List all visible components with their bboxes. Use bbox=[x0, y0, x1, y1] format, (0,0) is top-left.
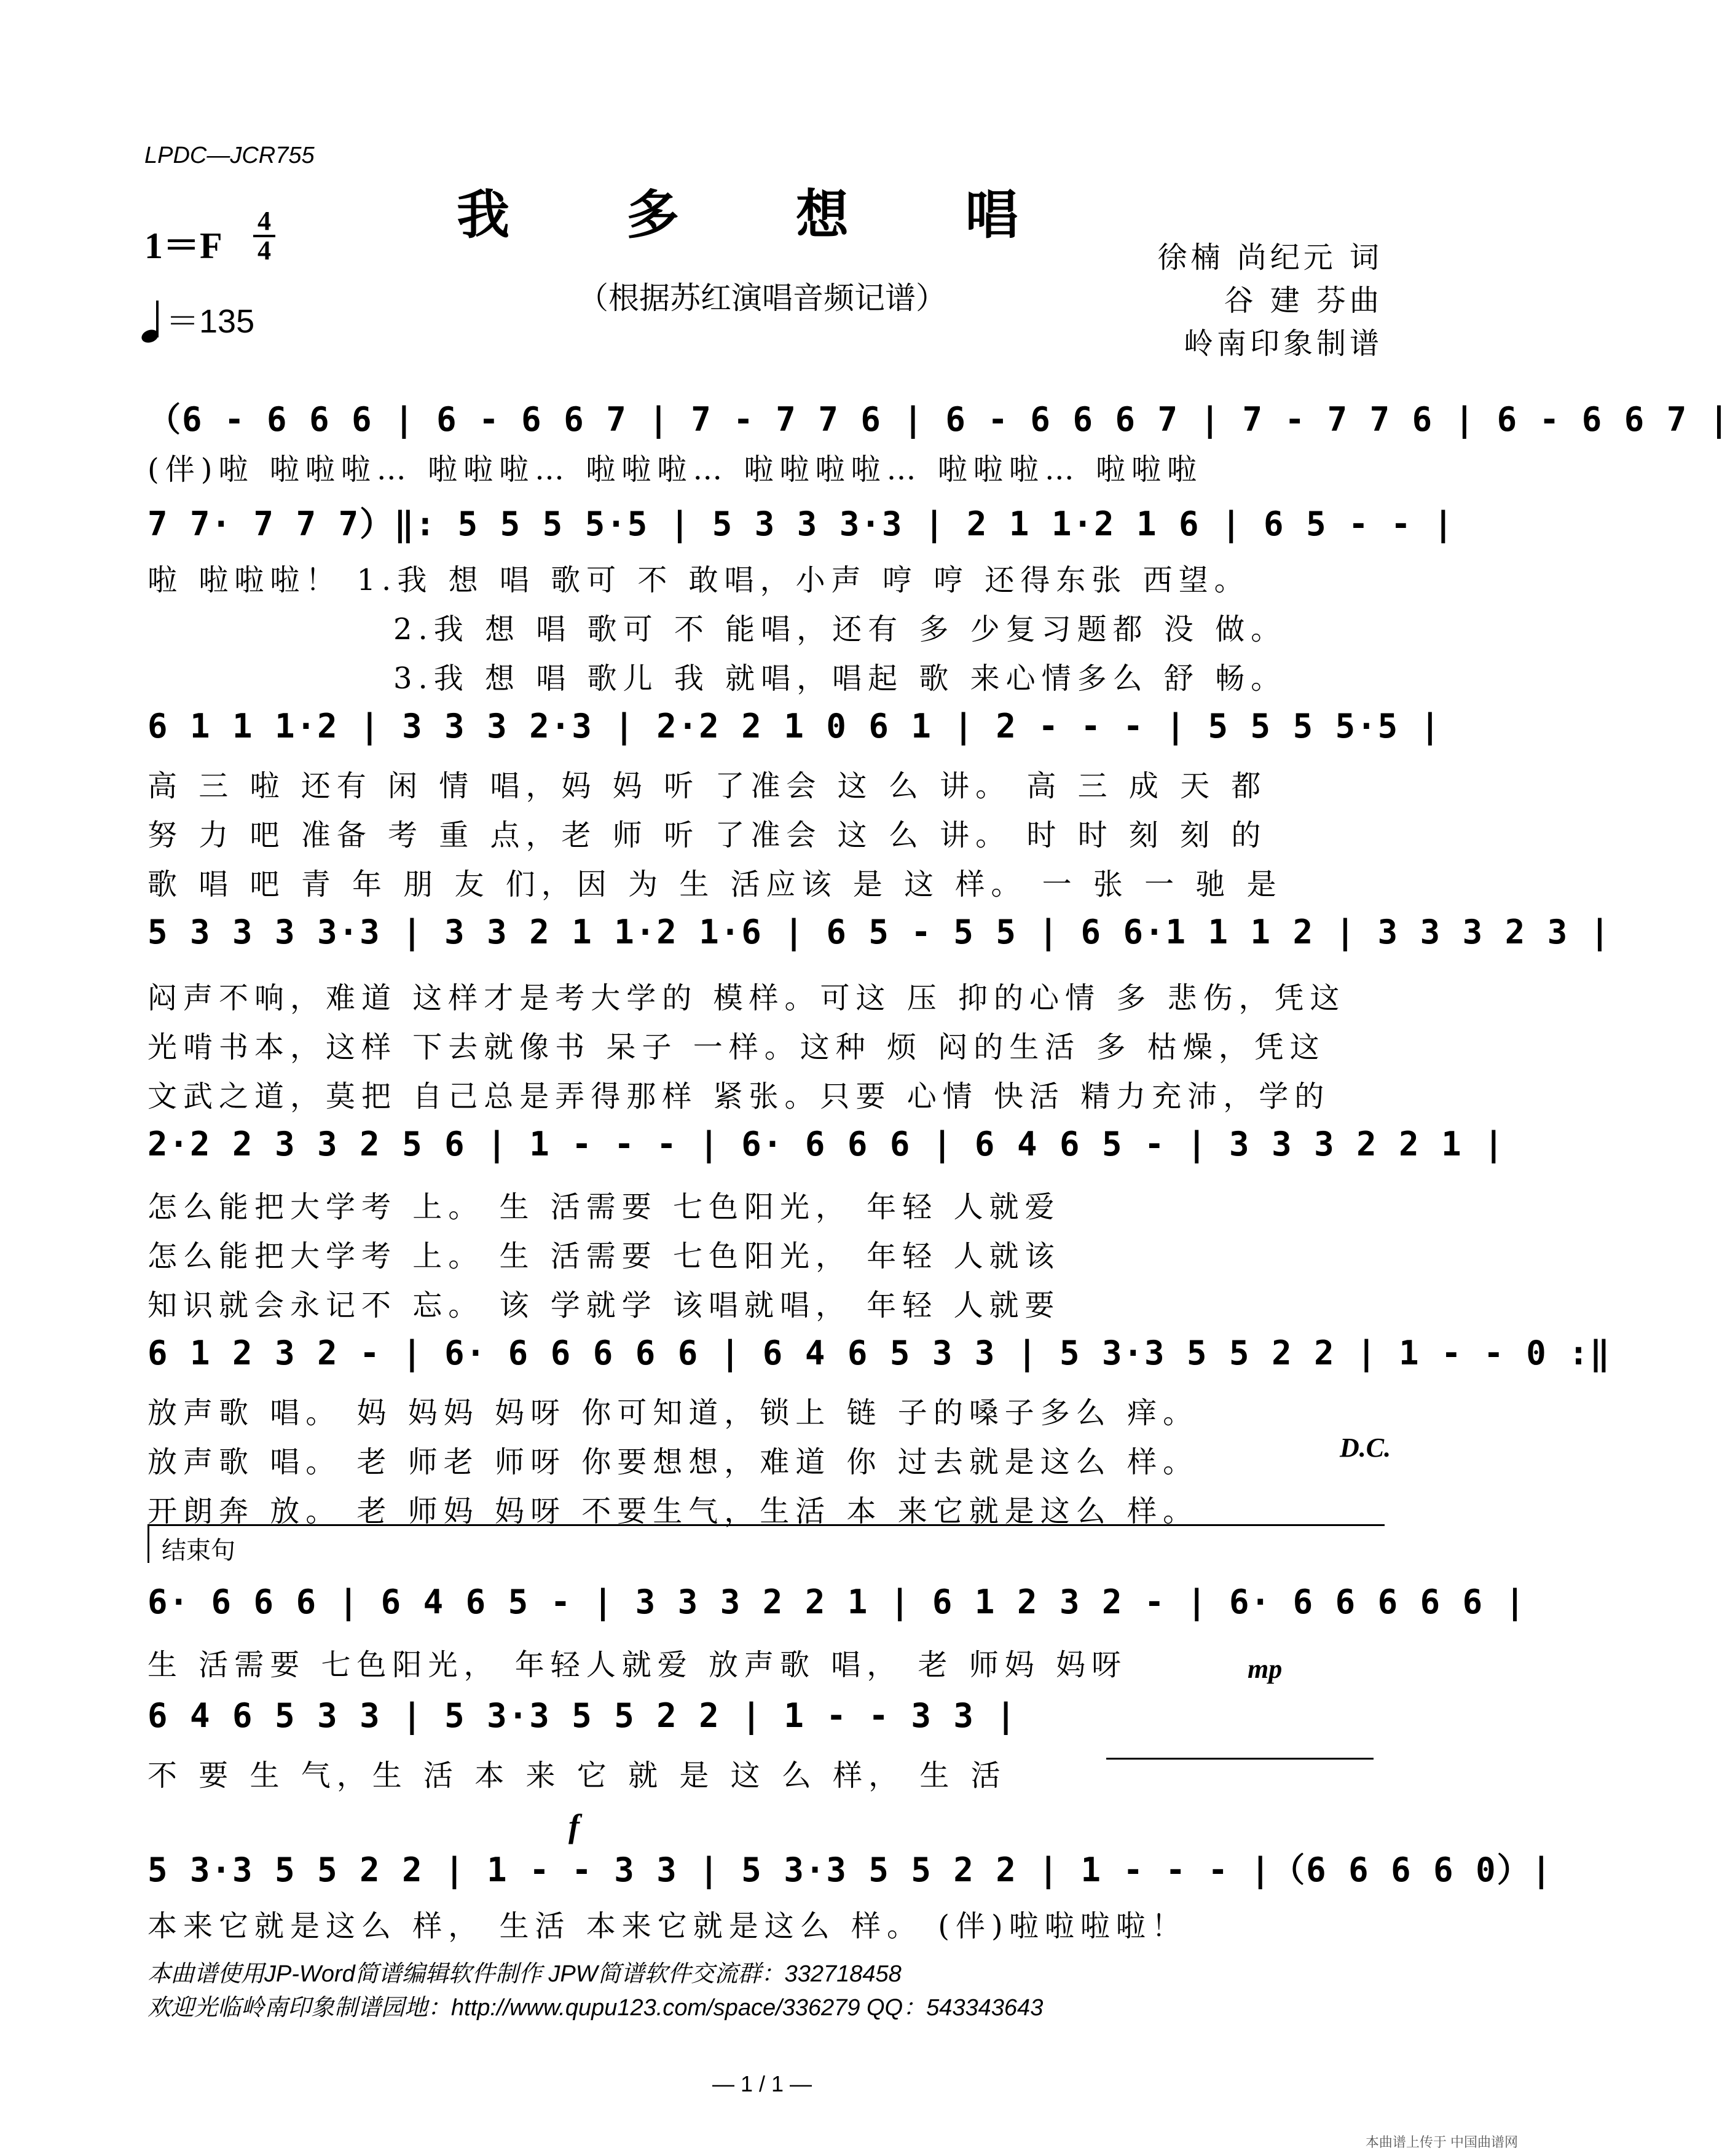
score-line: 6 1 1 1·2 | 3 3 3 2·3 | 2·2 2 1 0 6 1 | 2 - - - | 5 5 5 5·5 | bbox=[147, 707, 1442, 746]
lyric-line: 啦 啦啦啦！ 1.我 想 唱 歌可 不 敢唱，小声 哼 哼 还得东张 西望。 bbox=[147, 563, 1250, 597]
dynamic-f: f bbox=[568, 1808, 580, 1844]
time-signature-denominator: 4 bbox=[258, 235, 271, 266]
score-line: 5 3·3 5 5 2 2 | 1 - - 3 3 | 5 3·3 5 5 2 2 | 1 - - - |（6 6 6 6 0）| bbox=[147, 1851, 1553, 1889]
volta-line bbox=[1106, 1758, 1374, 1760]
footer-line-1: 本曲谱使用JP-Word简谱编辑软件制作 JPW简谱软件交流群：332718458 bbox=[147, 1961, 902, 1987]
tempo-value: ＝135 bbox=[166, 303, 255, 340]
score-line: 7 7· 7 7 7）‖: 5 5 5 5·5 | 5 3 3 3·3 | 2 1 1·2 1 6 | 6 5 - - | bbox=[147, 505, 1455, 543]
score-line: 6· 6 6 6 | 6 4 6 5 - | 3 3 3 2 2 1 | 6 1 2 3 2 - | 6· 6 6 6 6 6 | bbox=[147, 1583, 1527, 1621]
score-line: 5 3 3 3 3·3 | 3 3 2 1 1·2 1·6 | 6 5 - 5 5 | 6 6·1 1 1 2 | 3 3 3 2 3 | bbox=[147, 913, 1611, 951]
lyric-line: 不 要 生 气，生 活 本 来 它 就 是 这 么 样， 生 活 bbox=[147, 1758, 1007, 1793]
time-signature-numerator: 4 bbox=[258, 206, 271, 236]
lyric-line: 闷声不响，难道 这样才是考大学的 模样。可这 压 抑的心情 多 悲伤，凭这 bbox=[147, 981, 1346, 1015]
footer-line-2: 欢迎光临岭南印象制谱园地：http://www.qupu123.com/space/336279 QQ：543343643 bbox=[147, 1995, 1044, 2021]
credit-lyrics: 徐楠 尚纪元 词 bbox=[1157, 240, 1383, 275]
time-signature bbox=[253, 206, 275, 266]
coda-bracket bbox=[147, 1524, 1385, 1563]
lyric-line: 文武之道，莫把 自己总是弄得那样 紧张。只要 心情 快活 精力充沛，学的 bbox=[147, 1079, 1331, 1114]
coda-label: 结束句 bbox=[162, 1536, 235, 1565]
score-line: 6 4 6 5 3 3 | 5 3·3 5 5 2 2 | 1 - - 3 3 | bbox=[147, 1696, 1017, 1735]
score-line: 2·2 2 3 3 2 5 6 | 1 - - - | 6· 6 6 6 | 6 4 6 5 - | 3 3 3 2 2 1 | bbox=[147, 1125, 1505, 1163]
lyric-line: 歌 唱 吧 青 年 朋 友 们，因 为 生 活应该 是 这 样。 一 张 一 驰 是 bbox=[147, 867, 1283, 902]
lyric-line: 3.我 想 唱 歌儿 我 就唱，唱起 歌 来心情多么 舒 畅。 bbox=[393, 661, 1287, 696]
lyric-line: 光啃书本，这样 下去就像书 呆子 一样。这种 烦 闷的生活 多 枯燥，凭这 bbox=[147, 1030, 1326, 1064]
lyric-line: 生 活需要 七色阳光， 年轻人就爱 放声歌 唱， 老 师妈 妈呀 bbox=[147, 1648, 1128, 1682]
credit-score: 岭南印象制谱 bbox=[1183, 326, 1383, 361]
tempo-marking bbox=[141, 295, 254, 342]
lyric-line: 努 力 吧 准备 考 重 点，老 师 听 了准会 这 么 讲。 时 时 刻 刻 的 bbox=[147, 818, 1267, 852]
dc-marking: D.C. bbox=[1340, 1433, 1391, 1463]
lyric-line: 怎么能把大学考 上。 生 活需要 七色阳光， 年轻 人就爱 bbox=[147, 1190, 1061, 1224]
credit-music: 谷 建 芬曲 bbox=[1224, 283, 1383, 318]
lyric-line: 怎么能把大学考 上。 生 活需要 七色阳光， 年轻 人就该 bbox=[147, 1239, 1061, 1273]
score-line: （6 - 6 6 6 | 6 - 6 6 7 | 7 - 7 7 6 | 6 - 6 6 6 7 | 7 - 7 7 6 | 6 - 6 6 7 | bbox=[147, 400, 1730, 439]
page-title: 我 多 想 唱 bbox=[457, 184, 1067, 246]
lyric-line: 放声歌 唱。 老 师老 师呀 你要想想，难道 你 过去就是这么 样。 bbox=[147, 1445, 1199, 1479]
quarter-note-icon bbox=[141, 299, 166, 342]
page-number: — 1 / 1 — bbox=[712, 2071, 812, 2096]
lyric-line: 放声歌 唱。 妈 妈妈 妈呀 你可知道，锁上 链 子的嗓子多么 痒。 bbox=[147, 1396, 1199, 1430]
lyric-line: 知识就会永记不 忘。 该 学就学 该唱就唱， 年轻 人就要 bbox=[147, 1288, 1061, 1323]
site-badge: 本曲谱上传于 中国曲谱网 bbox=[1365, 2134, 1518, 2150]
dynamic-mp: mp bbox=[1248, 1654, 1283, 1684]
key-signature: 1＝F bbox=[144, 226, 222, 266]
lyric-line: 高 三 啦 还有 闲 情 唱，妈 妈 听 了准会 这 么 讲。 高 三 成 天 都 bbox=[147, 769, 1267, 803]
lyric-line: 开朗奔 放。 老 师妈 妈呀 不要生气，生活 本 来它就是这么 样。 bbox=[147, 1494, 1199, 1528]
score-line: 6 1 2 3 2 - | 6· 6 6 6 6 6 | 6 4 6 5 3 3 | 5 3·3 5 5 2 2 | 1 - - 0 :‖ bbox=[147, 1334, 1611, 1372]
lyric-line: 本来它就是这么 样， 生活 本来它就是这么 样。 (伴)啦啦啦啦！ bbox=[147, 1909, 1187, 1943]
score-code: LPDC—JCR755 bbox=[144, 143, 315, 168]
lyric-line: (伴)啦 啦啦啦… 啦啦啦… 啦啦啦… 啦啦啦啦… 啦啦啦… 啦啦啦 bbox=[147, 452, 1203, 487]
page-subtitle: （根据苏红演唱音频记谱） bbox=[578, 280, 946, 316]
lyric-line: 2.我 想 唱 歌可 不 能唱，还有 多 少复习题都 没 做。 bbox=[393, 612, 1287, 647]
